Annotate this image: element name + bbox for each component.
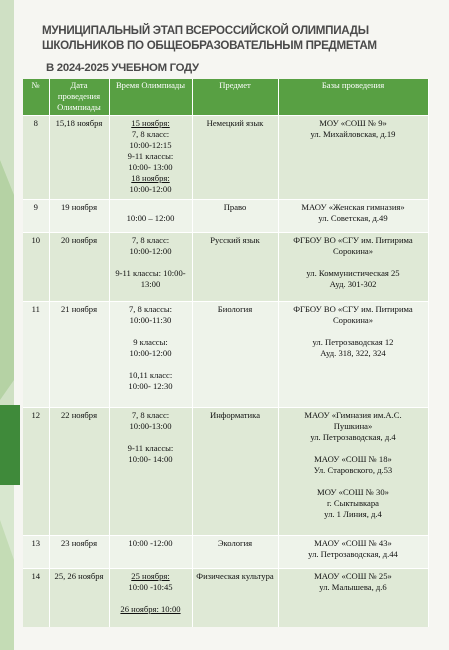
time-line: 25 ноября: <box>131 571 170 581</box>
cell-date: 15,18 ноября <box>49 116 109 200</box>
header-venue: Базы проведения <box>278 79 428 116</box>
cell-venue <box>278 536 428 569</box>
cell-num: 8 <box>23 116 49 200</box>
venue-line: Пушкина» <box>333 421 373 431</box>
time-line: 10:00- 13:00 <box>128 162 173 172</box>
time-line: 9 классы: <box>133 337 168 347</box>
venue-line: ул. Коммунистическая 25 <box>306 268 400 278</box>
cell-date: 21 ноября <box>49 302 109 408</box>
venue-line: Ауд. 301-302 <box>329 279 377 289</box>
cell-num: 14 <box>23 569 49 627</box>
time-line: 7, 8 классы: <box>128 304 173 314</box>
table-row <box>23 569 428 627</box>
cell-time <box>109 536 192 569</box>
cell-num: 11 <box>23 302 49 408</box>
cell-date: 19 ноября <box>49 200 109 233</box>
venue-line: МАОУ «Гимназия им.А.С. <box>304 410 402 420</box>
venue-line: Ул. Старовского, д.53 <box>313 465 393 475</box>
time-line: 10,11 класс: <box>128 370 173 380</box>
table-row <box>23 233 428 302</box>
time-line: 26 ноября: 10:00 <box>120 604 181 614</box>
cell-time <box>109 116 192 200</box>
time-line: 10:00- 12:30 <box>128 381 173 391</box>
cell-time <box>109 408 192 536</box>
venue-line: ул. Петрозаводская, д.44 <box>308 549 398 559</box>
venue-line: МАОУ «Женская гимназия» <box>301 202 405 212</box>
table-header-row <box>23 79 428 116</box>
cell-num: 9 <box>23 200 49 233</box>
cell-time <box>109 200 192 233</box>
cell-subject: Право <box>192 200 278 233</box>
venue-line: ул. Петрозаводская, д.4 <box>310 432 396 442</box>
time-line: 10:00-12:00 <box>129 184 172 194</box>
table-row <box>23 302 428 408</box>
venue-line: Ауд. 318, 322, 324 <box>320 348 386 358</box>
venue-line: ул. Малышева, д.6 <box>319 582 387 592</box>
page-subtitle: В 2024-2025 УЧЕБНОМ ГОДУ <box>46 62 199 74</box>
venue-line: г. Сыктывкара <box>327 498 379 508</box>
schedule-table <box>23 79 429 627</box>
venue-line: МАОУ «СОШ № 25» <box>314 571 392 581</box>
venue-line: Сорокина» <box>332 315 374 325</box>
cell-subject: Биология <box>192 302 278 408</box>
time-line: 10:00-12:15 <box>129 140 172 150</box>
cell-subject: Русский язык <box>192 233 278 302</box>
venue-line: Сорокина» <box>332 246 374 256</box>
cell-num: 12 <box>23 408 49 536</box>
cell-time <box>109 233 192 302</box>
venue-line: МАОУ «СОШ № 18» <box>314 454 392 464</box>
time-line: 10:00 -10:45 <box>128 582 173 592</box>
table-row <box>23 116 428 200</box>
table-row <box>23 200 428 233</box>
cell-venue <box>278 302 428 408</box>
time-line: 15 ноября: <box>131 118 170 128</box>
time-line: 9-11 классы: <box>127 151 174 161</box>
time-line: 10:00-12:00 <box>129 348 172 358</box>
time-line: 10:00-13:00 <box>129 421 172 431</box>
decorative-side-stripe <box>0 0 16 650</box>
cell-time <box>109 302 192 408</box>
time-line: 10:00- 14:00 <box>128 454 173 464</box>
time-line: 10:00 – 12:00 <box>126 213 175 223</box>
header-date: Дата проведения Олимпиады <box>49 79 109 116</box>
time-line: 10:00-12:00 <box>129 246 172 256</box>
cell-num: 10 <box>23 233 49 302</box>
cell-subject: Немецкий язык <box>192 116 278 200</box>
cell-venue <box>278 408 428 536</box>
venue-line: МАОУ «СОШ № 43» <box>314 538 392 548</box>
cell-venue <box>278 200 428 233</box>
table-row <box>23 536 428 569</box>
venue-line: ул. Михайловская, д.19 <box>310 129 396 139</box>
time-line: 18 ноября: <box>131 173 170 183</box>
venue-line: ул. 1 Линия, д.4 <box>324 509 382 519</box>
cell-date: 23 ноября <box>49 536 109 569</box>
title-line-2: ШКОЛЬНИКОВ ПО ОБЩЕОБРАЗОВАТЕЛЬНЫМ ПРЕДМЕТАМ <box>42 39 377 52</box>
time-line: 7, 8 класс: <box>131 129 170 139</box>
venue-line: ул. Петрозаводская 12 <box>312 337 394 347</box>
header-num: № <box>23 79 49 116</box>
cell-subject: Информатика <box>192 408 278 536</box>
venue-line: ФГБОУ ВО «СГУ им. Питирима <box>293 304 413 314</box>
time-line: 10:00-11:30 <box>129 315 172 325</box>
time-line: 13:00 <box>140 279 161 289</box>
venue-line: ФГБОУ ВО «СГУ им. Питирима <box>293 235 413 245</box>
cell-venue <box>278 569 428 627</box>
time-line: 9-11 классы: <box>127 443 174 453</box>
header-time: Время Олимпиады <box>109 79 192 116</box>
venue-line: МОУ «СОШ № 9» <box>319 118 387 128</box>
venue-line: МОУ «СОШ № 30» <box>317 487 389 497</box>
title-line-1: МУНИЦИПАЛЬНЫЙ ЭТАП ВСЕРОССИЙСКОЙ ОЛИМПИАДЫ <box>42 24 369 37</box>
cell-time <box>109 569 192 627</box>
cell-date: 25, 26 ноября <box>49 569 109 627</box>
page-title <box>42 23 442 53</box>
cell-venue <box>278 233 428 302</box>
cell-venue <box>278 116 428 200</box>
time-line: 9-11 классы: 10:00- <box>115 268 186 278</box>
cell-date: 22 ноября <box>49 408 109 536</box>
cell-subject: Физическая культура <box>192 569 278 627</box>
table-row <box>23 408 428 536</box>
header-subject: Предмет <box>192 79 278 116</box>
time-line: 7, 8 класс: <box>131 235 170 245</box>
cell-num: 13 <box>23 536 49 569</box>
time-line: 7, 8 класс: <box>131 410 170 420</box>
cell-date: 20 ноября <box>49 233 109 302</box>
time-line: 10:00 -12:00 <box>128 538 173 548</box>
cell-subject: Экология <box>192 536 278 569</box>
venue-line: ул. Советская, д.49 <box>318 213 388 223</box>
